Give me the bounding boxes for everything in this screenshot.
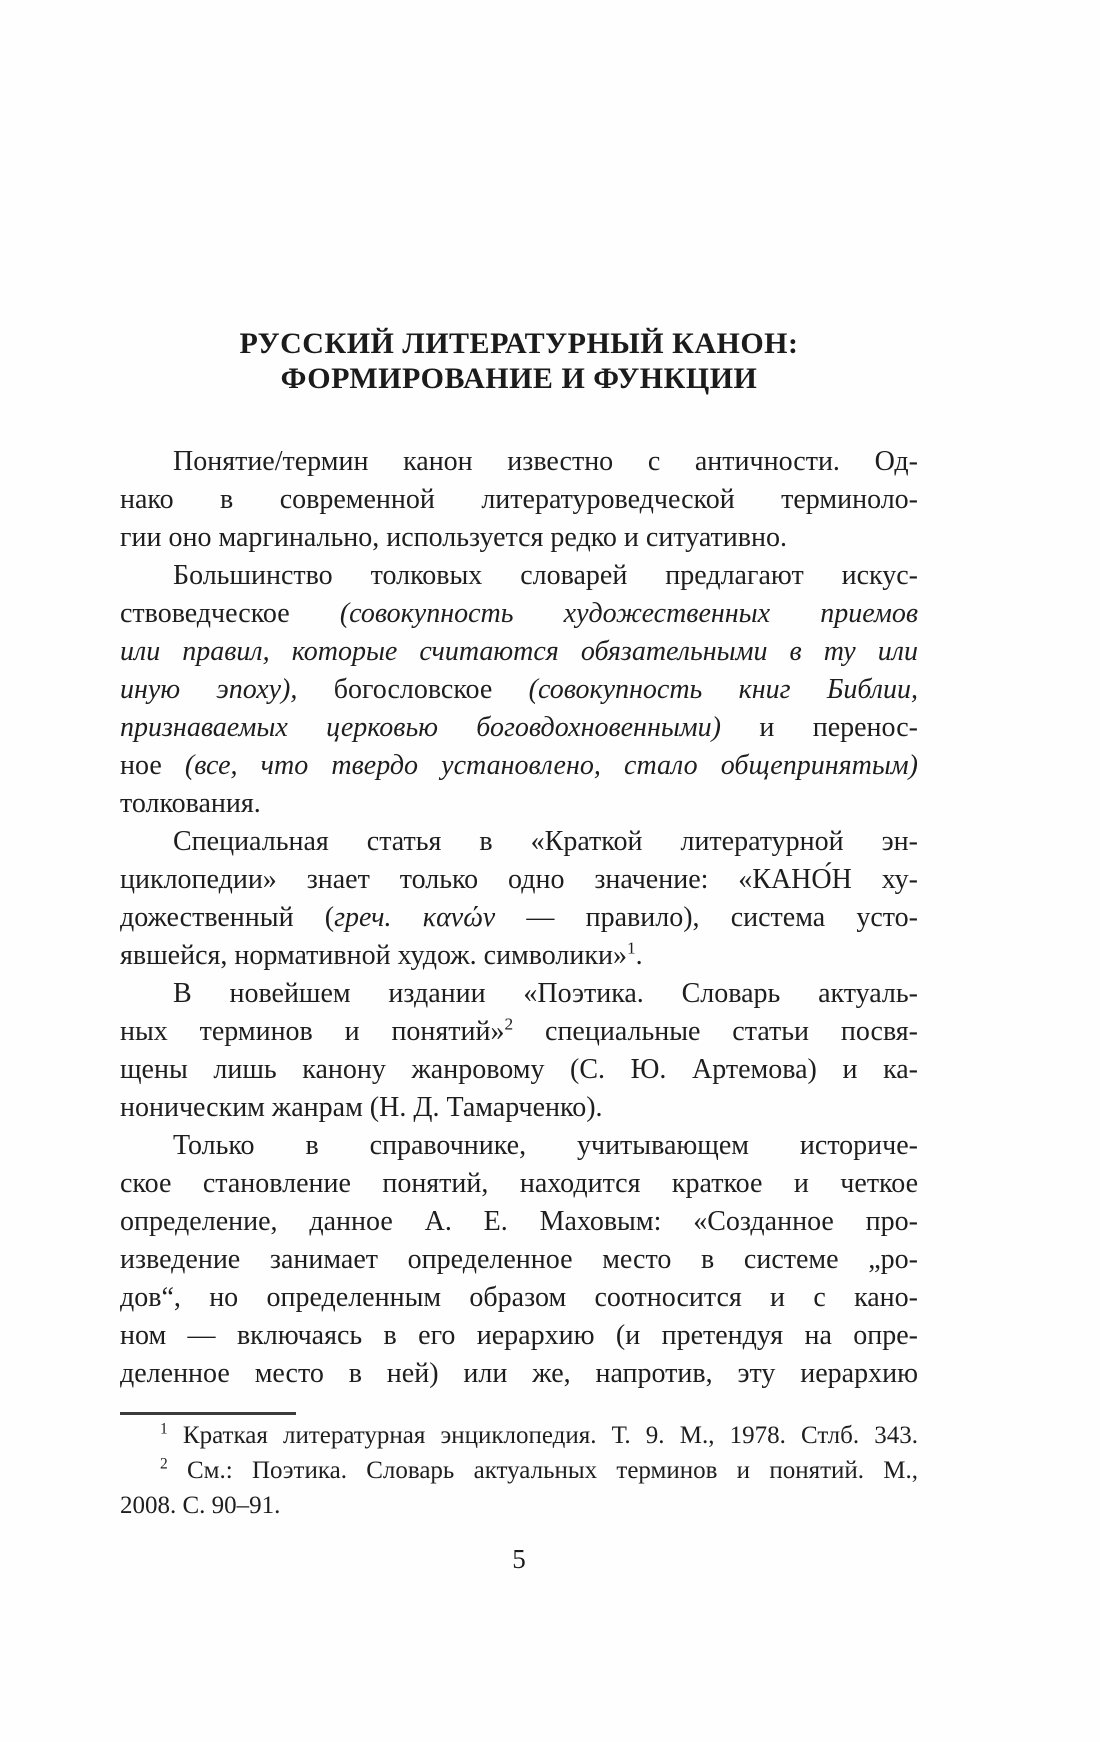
text-run: богословское (297, 674, 529, 705)
text-run: Понятие/термин канон известно с античности. Од- (173, 446, 918, 477)
text-run: определение, данное А. Е. Маховым: «Созданное про- (120, 1206, 918, 1237)
text-run: и перенос- (721, 712, 918, 743)
text-line (120, 937, 918, 975)
text-run: 2008. С. 90–91. (120, 1492, 281, 1519)
text-run: ское становление понятий, находится краткое и четкое (120, 1168, 918, 1199)
title-line-2: ФОРМИРОВАНИЕ И ФУНКЦИИ (280, 362, 758, 395)
italic-text: иную эпоху), (120, 674, 298, 705)
footnotes (120, 1418, 918, 1523)
text-line (120, 443, 918, 481)
text-line (120, 1453, 918, 1488)
text-run: ноническим жанрам (Н. Д. Тамарченко). (120, 1092, 603, 1123)
text-run: нако в современной литературоведческой терминоло- (120, 484, 918, 515)
text-run: циклопедии» знает только одно значение: «КАНО́Н ху- (120, 864, 918, 895)
page-number: 5 (512, 1544, 526, 1574)
text-run: Специальная статья в «Краткой литературной эн- (173, 826, 918, 857)
text-line (120, 1317, 918, 1355)
text-run: ное (120, 750, 185, 781)
text-run: ствоведческое (120, 598, 340, 629)
text-run: явшейся, нормативной худож. символики» (120, 940, 627, 971)
text-run: См.: Поэтика. Словарь актуальных терминов и понятий. М., (167, 1457, 918, 1484)
text-line (120, 709, 918, 747)
text-block (120, 0, 918, 1575)
text-line (120, 747, 918, 785)
text-line (120, 823, 918, 861)
text-run: Только в справочнике, учитывающем историче- (173, 1130, 918, 1161)
text-run: щены лишь канону жанровому (С. Ю. Артемова) и ка- (120, 1054, 918, 1085)
footnote-marker: 2 (504, 1014, 514, 1034)
text-run: специальные статьи посвя- (513, 1016, 919, 1047)
text-line (120, 899, 918, 937)
text-run: ном — включаясь в его иерархию (и претендуя на опре- (120, 1320, 918, 1351)
italic-text: или правил, которые считаются обязательными в ту или (120, 636, 918, 667)
text-line (120, 1241, 918, 1279)
text-line (120, 595, 918, 633)
text-line (120, 785, 918, 823)
text-line (120, 1488, 918, 1523)
text-line (120, 519, 918, 557)
footnote-divider (120, 1412, 296, 1415)
title-line-1: РУССКИЙ ЛИТЕРАТУРНЫЙ КАНОН: (239, 327, 799, 360)
text-line (120, 861, 918, 899)
text-line (120, 1165, 918, 1203)
text-run: ных терминов и понятий» (120, 1016, 505, 1047)
text-run: гии оно маргинально, используется редко и ситуативно. (120, 522, 787, 553)
text-line (120, 1203, 918, 1241)
text-run: толкования. (120, 788, 261, 819)
text-line (120, 1013, 918, 1051)
italic-text: (совокупность книг Библии, (528, 674, 918, 705)
text-line (120, 671, 918, 709)
text-run: дожественный ( (120, 902, 335, 933)
italic-text: признаваемых церковью боговдохновенными) (120, 712, 721, 743)
text-line (120, 1051, 918, 1089)
text-run: изведение занимает определенное место в системе „ро- (120, 1244, 918, 1275)
text-run: В новейшем издании «Поэтика. Словарь актуаль- (173, 978, 918, 1009)
text-run: Большинство толковых словарей предлагают искус- (173, 560, 918, 591)
page-title (120, 326, 918, 396)
text-line (120, 1089, 918, 1127)
footnote-marker: 2 (160, 1455, 168, 1473)
text-run: деленное место в ней) или же, напротив, эту иерархию (120, 1358, 918, 1389)
italic-text: греч. κανών (334, 902, 496, 933)
italic-text: (совокупность художественных приемов (339, 598, 919, 629)
text-run: дов“, но определенным образом соотносится и с кано- (120, 1282, 918, 1313)
text-line (120, 557, 918, 595)
text-line (120, 975, 918, 1013)
footnote-marker: 1 (626, 938, 636, 958)
text-run: Краткая литературная энциклопедия. Т. 9. М., 1978. Стлб. 343. (167, 1422, 918, 1449)
italic-text: (все, что твердо установлено, стало общепринятым) (184, 750, 918, 781)
text-line (120, 481, 918, 519)
text-line (120, 1418, 918, 1453)
text-line (120, 1355, 918, 1393)
text-line (120, 1127, 918, 1165)
text-run: — правило), система усто- (495, 902, 919, 933)
text-line (120, 633, 918, 671)
body-text (120, 443, 918, 1393)
footnote-marker: 1 (160, 1420, 168, 1438)
text-run: . (635, 940, 643, 971)
text-line (120, 1279, 918, 1317)
